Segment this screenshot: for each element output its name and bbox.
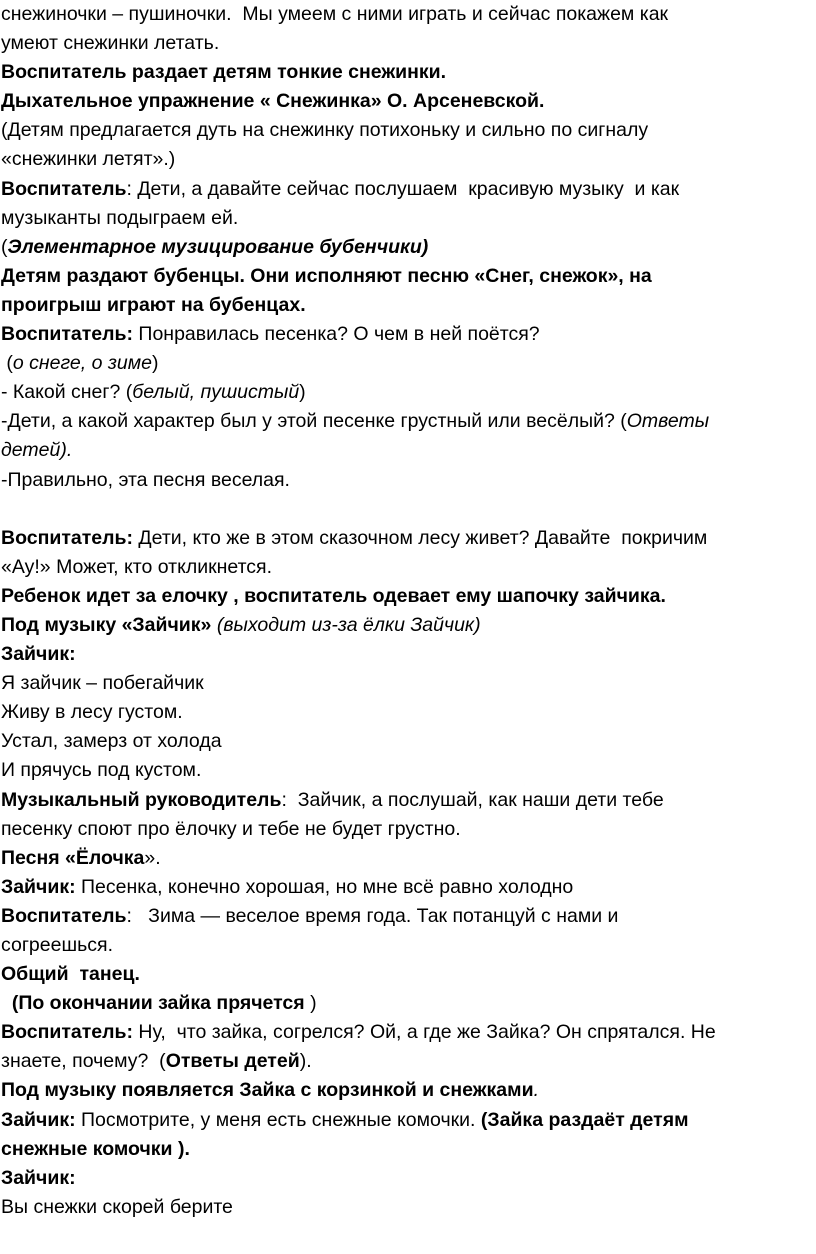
- text-line: [1, 29, 806, 58]
- text-line: [1, 1193, 806, 1222]
- text-line: [1, 844, 806, 873]
- text-line: [1, 349, 806, 378]
- text-line: [1, 669, 806, 698]
- text-segment: знаете, почему? (: [1, 1050, 166, 1073]
- text-segment: Под музыку появляется Зайка с корзинкой и снежками: [1, 1079, 534, 1102]
- text-line: [1, 291, 806, 320]
- text-segment: Устал, замерз от холода: [1, 730, 222, 753]
- text-line: [1, 582, 806, 611]
- text-segment: снежные комочки ).: [1, 1137, 190, 1160]
- text-line: [1, 960, 806, 989]
- text-segment: (: [1, 352, 13, 375]
- text-line: [1, 175, 806, 204]
- text-segment: Понравилась песенка? О чем в ней поётся?: [133, 323, 540, 346]
- text-line: [1, 262, 806, 291]
- text-segment: Ну, что зайка, согрелся? Ой, а где же Зайка? Он спрятался. Не: [133, 1021, 716, 1044]
- text-segment: Посмотрите, у меня есть снежные комочки.: [75, 1108, 481, 1131]
- text-segment: ): [151, 352, 159, 375]
- text-segment: Зайчик:: [1, 1108, 76, 1131]
- text-segment: песенку споют про ёлочку и тебе не будет грустно.: [1, 817, 461, 840]
- text-segment: : Зима — веселое время года. Так потанцуй с нами и: [126, 904, 619, 927]
- text-segment: Зайчик:: [1, 1166, 76, 1189]
- text-segment: Зайчик:: [1, 643, 76, 666]
- text-segment: -Дети, а какой характер был у этой песенке грустный или весёлый? (: [1, 410, 627, 433]
- text-line: [1, 116, 806, 145]
- text-segment: : Зайчик, а послушай, как наши дети тебе: [281, 788, 664, 811]
- text-line: [1, 466, 806, 495]
- text-segment: (Детям предлагается дуть на снежинку потихоньку и сильно по сигналу: [1, 119, 649, 142]
- text-segment: Элементарное музицирование бубенчики): [7, 235, 429, 258]
- text-segment: Песня «Ёлочка: [1, 846, 145, 869]
- text-line: [1, 1076, 806, 1105]
- text-segment: снежиночки – пушиночки. Мы умеем с ними играть и сейчас покажем как: [1, 3, 669, 25]
- text-segment: (Зайка раздаёт детям: [480, 1108, 689, 1131]
- text-segment: Ответы детей: [165, 1050, 300, 1073]
- text-segment: Воспитатель:: [1, 526, 134, 549]
- text-segment: - Какой снег? (: [1, 381, 133, 404]
- text-segment: Зайчик:: [1, 875, 76, 898]
- blank-line: [1, 495, 806, 524]
- text-segment: (: [1, 235, 8, 258]
- text-segment: : Дети, а давайте сейчас послушаем красивую музыку и как: [126, 177, 680, 200]
- text-segment: Дыхательное упражнение « Снежинка» О. Арсеневской.: [1, 90, 545, 113]
- text-segment: о снеге, о зиме: [12, 352, 152, 375]
- text-segment: согреешься.: [1, 934, 113, 956]
- text-line: [1, 873, 806, 902]
- text-line: [1, 407, 806, 436]
- text-segment: Детям раздают бубенцы. Они исполняют песню «Снег, снежок», на: [1, 264, 652, 287]
- text-line: [1, 1164, 806, 1193]
- text-line: [1, 87, 806, 116]
- text-segment: ).: [299, 1050, 312, 1073]
- text-line: [1, 553, 806, 582]
- text-line: [1, 902, 806, 931]
- text-line: [1, 58, 806, 87]
- text-segment: «снежинки летят».): [1, 148, 176, 171]
- text-segment: Дети, кто же в этом сказочном лесу живет? Давайте покричим: [133, 526, 708, 549]
- text-segment: ): [299, 381, 306, 404]
- text-line: [1, 378, 806, 407]
- text-segment: Музыкальный руководитель: [1, 788, 282, 811]
- text-line: [1, 233, 806, 262]
- text-segment: музыканты подыграем ей.: [1, 206, 239, 229]
- text-line: [1, 145, 806, 174]
- text-segment: детей).: [1, 439, 73, 462]
- text-line: [1, 640, 806, 669]
- text-line: [1, 931, 806, 960]
- text-segment: (выходит из-за ёлки Зайчик): [211, 613, 481, 636]
- text-segment: Вы снежки скорей берите: [1, 1195, 233, 1218]
- text-segment: Ребенок идет за елочку , воспитатель одевает ему шапочку зайчика.: [1, 584, 666, 607]
- text-line: [1, 1106, 806, 1135]
- text-line: [1, 1018, 806, 1047]
- text-line: [1, 989, 806, 1018]
- text-segment: ».: [144, 846, 161, 869]
- text-line: [1, 1047, 806, 1076]
- text-line: [1, 1135, 806, 1164]
- text-segment: Воспитатель:: [1, 323, 134, 346]
- text-segment: Воспитатель раздает детям тонкие снежинки.: [1, 61, 447, 84]
- text-line: [1, 524, 806, 553]
- text-line: [1, 756, 806, 785]
- text-segment: И прячусь под кустом.: [1, 759, 202, 782]
- text-segment: -Правильно, эта песня веселая.: [1, 468, 290, 491]
- text-segment: Песенка, конечно хорошая, но мне всё равно холодно: [75, 875, 574, 898]
- text-segment: Общий танец.: [1, 963, 140, 986]
- text-line: [1, 698, 806, 727]
- text-segment: «Ау!» Может, кто откликнется.: [1, 555, 273, 578]
- text-segment: Под музыку «Зайчик»: [1, 613, 212, 636]
- text-line: [1, 436, 806, 465]
- text-segment: Ответы: [626, 410, 710, 433]
- text-line: [1, 0, 806, 29]
- text-line: [1, 727, 806, 756]
- text-segment: белый, пушистый: [132, 381, 300, 404]
- text-segment: Воспитатель: [1, 904, 127, 927]
- text-segment: Воспитатель: [1, 177, 127, 200]
- text-segment: Я зайчик – побегайчик: [1, 672, 204, 695]
- text-segment: .: [533, 1079, 539, 1102]
- text-segment: (По окончании зайка прячется: [1, 992, 305, 1015]
- text-line: [1, 815, 806, 844]
- text-line: [1, 320, 806, 349]
- text-segment: ): [304, 992, 317, 1015]
- text-line: [1, 204, 806, 233]
- text-line: [1, 786, 806, 815]
- text-line: [1, 611, 806, 640]
- text-segment: проигрыш играют на бубенцах.: [1, 293, 306, 316]
- text-segment: Воспитатель:: [1, 1021, 134, 1044]
- text-segment: Живу в лесу густом.: [1, 701, 183, 724]
- text-segment: умеют снежинки летать.: [1, 32, 220, 55]
